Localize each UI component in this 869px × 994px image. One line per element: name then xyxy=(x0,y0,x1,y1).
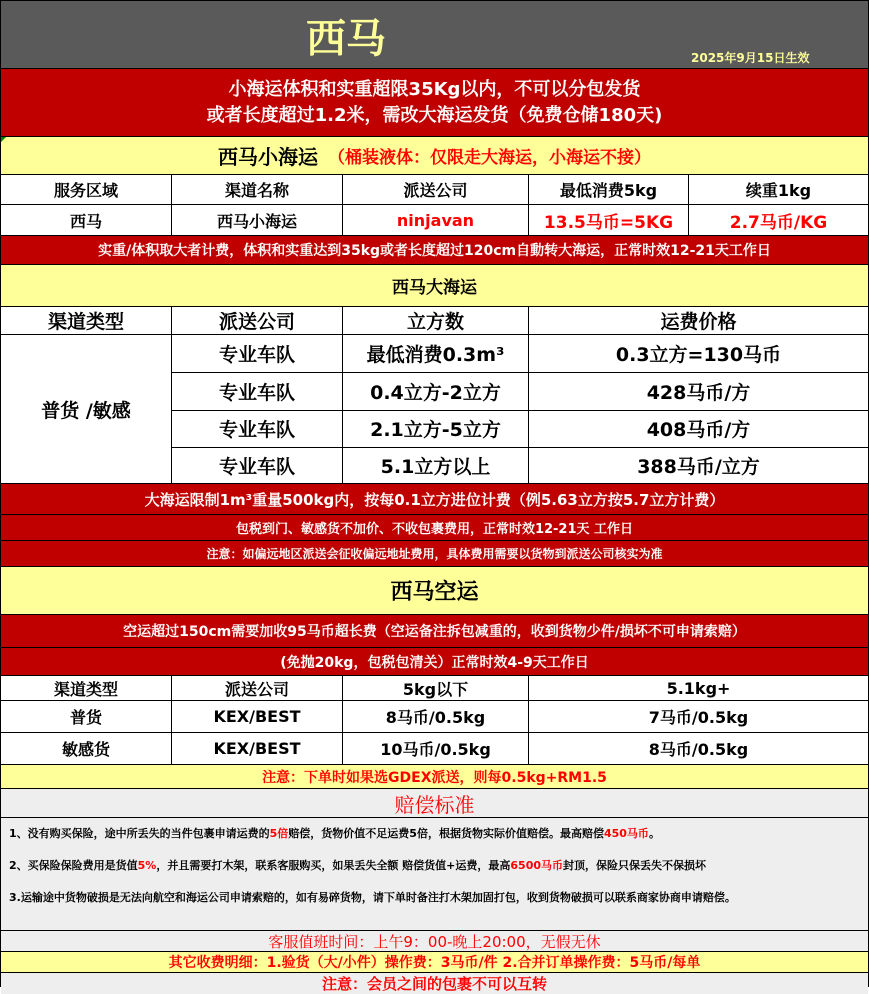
small-sea-title-row xyxy=(1,137,868,175)
small-sea-subtitle: （桶装液体：仅限走大海运，小海运不接） xyxy=(328,148,651,168)
compensation-title: 赔偿标准 xyxy=(394,792,475,817)
para-text: 2、买保险保险费用是货值 xyxy=(9,859,138,872)
table-row xyxy=(172,335,868,373)
cell-volume: 5.1立方以上 xyxy=(343,448,529,483)
header-volume: 立方数 xyxy=(343,307,529,334)
table-row xyxy=(1,733,868,765)
air-header-row xyxy=(1,676,868,701)
big-sea-body xyxy=(1,335,868,484)
cell-under-5kg: 8马币/0.5kg xyxy=(343,701,529,732)
header-company: 派送公司 xyxy=(172,676,343,700)
cell-over-5kg: 8马币/0.5kg xyxy=(648,740,749,759)
big-sea-header-row xyxy=(1,307,868,335)
cell-price: 428马币/方 xyxy=(646,381,751,404)
effective-date: 2025年9月15日生效 xyxy=(691,51,810,65)
air-title-row xyxy=(1,567,868,615)
air-note-2-text: (免抛20kg，包税包清关）正常时效4-9天工作日 xyxy=(280,654,589,671)
table-row xyxy=(172,373,868,411)
air-note-1 xyxy=(1,615,868,648)
big-sea-note-3 xyxy=(1,541,868,567)
compensation-para-1 xyxy=(1,818,868,848)
cell-extra-price: 2.7马币/KG xyxy=(729,212,828,233)
small-sea-header-row xyxy=(1,175,868,205)
cell-company: KEX/BEST xyxy=(172,701,343,732)
para-highlight: 6500马币 xyxy=(510,859,564,872)
cell-company: KEX/BEST xyxy=(172,733,343,764)
big-sea-note-2-text: 包税到门、敏感货不加价、不收包裹费用，正常时效12-21天 工作日 xyxy=(235,522,634,537)
air-note-3 xyxy=(1,765,868,789)
cell-marker-icon xyxy=(1,137,6,142)
member-note: 注意：会员之间的包裹不可以互转 xyxy=(321,975,547,993)
cell-volume: 2.1立方-5立方 xyxy=(343,411,529,448)
header-channel-name: 渠道名称 xyxy=(172,175,343,204)
cell-company: ninjavan xyxy=(343,205,529,235)
para-text: ，并且需要打木架，联系客服购买，如果丢失全额 赔偿货值+运费，最高 xyxy=(156,859,511,872)
para-text: 1、没有购买保险，途中所丢失的当件包裹申请运费的 xyxy=(9,827,270,840)
compensation-body xyxy=(1,818,868,931)
big-sea-title-row xyxy=(1,265,868,307)
header-bar xyxy=(1,1,868,69)
service-hours: 客服值班时间：上午9：00-晚上20:00，无假无休 xyxy=(268,932,601,951)
table-row xyxy=(172,411,868,449)
cell-volume: 最低消费0.3m³ xyxy=(343,335,529,372)
banner xyxy=(1,69,868,137)
other-fees: 其它收费明细：1.验货（大/小件）操作费：3马币/件 2.合并订单操作费：5马币/每单 xyxy=(168,955,701,971)
compensation-para-2 xyxy=(1,848,868,880)
cell-channel-type: 敏感货 xyxy=(1,733,172,764)
header-company: 派送公司 xyxy=(172,307,343,334)
table-row xyxy=(172,448,868,483)
cell-volume: 0.4立方-2立方 xyxy=(343,373,529,410)
small-sea-note-text: 实重/体积取大者计费，体积和实重达到35kg或者长度超过120cm自動转大海运，正常时效12-21天工作日 xyxy=(98,243,771,259)
big-sea-title: 西马大海运 xyxy=(392,278,477,298)
para-highlight: 5% xyxy=(137,859,157,872)
para-highlight: 5倍 xyxy=(269,827,289,840)
big-sea-note-1 xyxy=(1,484,868,515)
cell-min-price: 13.5马币=5KG xyxy=(529,205,689,235)
member-note-row xyxy=(1,973,868,994)
header-price: 运费价格 xyxy=(660,311,737,333)
cell-company: 专业车队 xyxy=(172,448,343,483)
cell-over-5kg: 7马币/0.5kg xyxy=(648,708,749,727)
header-under-5kg: 5kg以下 xyxy=(343,676,529,700)
cell-price: 408马币/方 xyxy=(646,419,751,442)
header-extra-weight: 续重1kg xyxy=(745,181,812,200)
channel-type-cell: 普货 /敏感 xyxy=(1,335,172,483)
air-note-1-text: 空运超过150cm需要加收95马币超长费（空运备注拆包减重的，收到货物少件/损坏不可申请索赔） xyxy=(123,624,746,640)
big-sea-note-2 xyxy=(1,515,868,541)
air-note-2 xyxy=(1,648,868,676)
other-fees-row xyxy=(1,952,868,973)
cell-company: 专业车队 xyxy=(172,335,343,372)
header-channel-type: 渠道类型 xyxy=(1,676,172,700)
para-highlight: 450马币 xyxy=(603,827,649,840)
header-delivery-company: 派送公司 xyxy=(343,175,529,204)
cell-company: 专业车队 xyxy=(172,411,343,448)
table-row xyxy=(1,701,868,733)
air-note-3-text: 注意：下单时如果选GDEX派送，则每0.5kg+RM1.5 xyxy=(262,769,607,786)
small-sea-note xyxy=(1,236,868,265)
service-hours-row xyxy=(1,931,868,952)
header-service-area: 服务区域 xyxy=(1,175,172,204)
air-title: 西马空运 xyxy=(390,580,479,605)
header-over-5kg: 5.1kg+ xyxy=(666,678,731,698)
big-sea-rows xyxy=(172,335,868,483)
header-channel-type: 渠道类型 xyxy=(1,307,172,334)
compensation-title-row xyxy=(1,789,868,818)
small-sea-title: 西马小海运 xyxy=(218,145,318,169)
cell-under-5kg: 10马币/0.5kg xyxy=(343,733,529,764)
para-text: 封顶，保险只保丢失不保损坏 xyxy=(563,859,707,872)
banner-line-1: 小海运体积和实重超限35Kg以内，不可以分包发货 xyxy=(228,78,641,100)
big-sea-note-1-text: 大海运限制1m³重量500kg内，按每0.1立方进位计费（例5.63立方按5.7立方计费） xyxy=(144,490,725,509)
big-sea-note-3-text: 注意：如偏远地区派送会征收偏远地址费用，具体费用需要以货物到派送公司核实为准 xyxy=(206,547,663,561)
header-min-charge: 最低消费5kg xyxy=(529,175,689,204)
cell-channel: 西马小海运 xyxy=(172,205,343,235)
para-text: 。 xyxy=(648,827,660,840)
banner-line-2: 或者长度超过1.2米，需改大海运发货（免费仓储180天) xyxy=(206,104,663,126)
cell-channel-type: 普货 xyxy=(1,701,172,732)
page-title: 西马 xyxy=(306,16,386,62)
cell-price: 0.3立方=130马币 xyxy=(615,343,782,366)
cell-company: 专业车队 xyxy=(172,373,343,410)
compensation-para-3: 3.运输途中货物破损是无法向航空和海运公司申请索赔的，如有易碎货物，请下单时备注打木架加固打包，收到货物破损可以联系商家协商申请赔偿。 xyxy=(9,891,736,904)
para-text: 赔偿，货物价值不足运费5倍，根据货物实际价值赔偿。最高赔偿 xyxy=(288,827,604,840)
small-sea-data-row xyxy=(1,205,868,236)
cell-price: 388马币/立方 xyxy=(637,456,760,479)
cell-area: 西马 xyxy=(1,205,172,235)
